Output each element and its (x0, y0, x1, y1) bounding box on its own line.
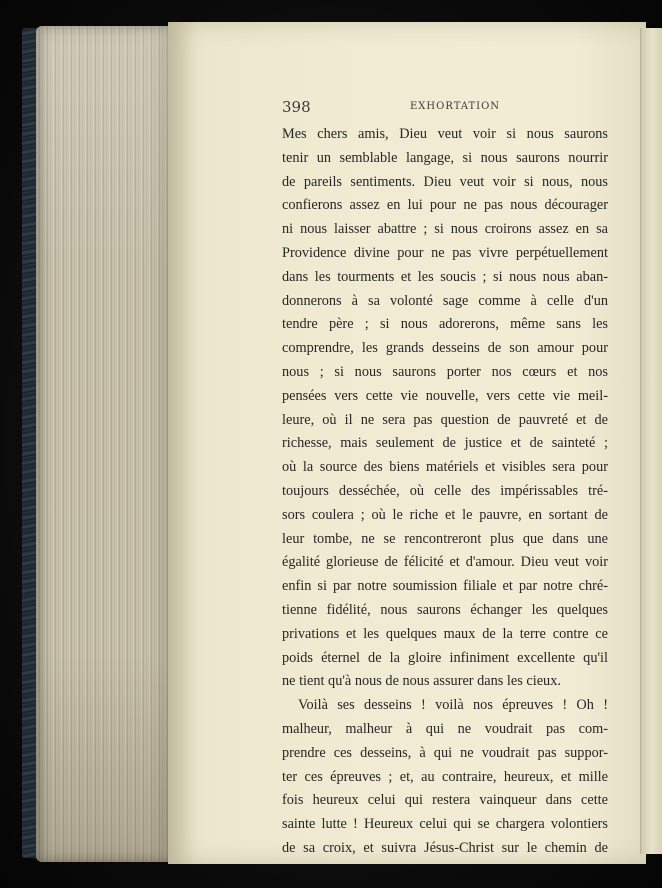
running-head: EXHORTATION (410, 101, 501, 112)
text-line: confierons assez en lui pour ne pas nous décourager (282, 197, 608, 214)
text-line: dans les tourments et les soucis ; si nous nous aban- (282, 268, 608, 285)
text-line: poids éternel de la gloire infiniment excellente qu'il (282, 649, 608, 666)
text-line: ni nous laisser abattre ; si nous croirons assez en sa (282, 221, 608, 238)
text-line: leur tombe, ne se rencontreront plus que dans une (282, 530, 608, 547)
text-line: ne tient qu'à nous de nous assurer dans les cieux. (282, 673, 561, 690)
text-line: sors coulera ; où le riche et le pauvre, en sortant de (282, 506, 608, 523)
facing-page-edge (640, 28, 662, 854)
text-line: leure, où il ne sera pas question de pauvreté et de (282, 411, 608, 428)
text-line: de pareils sentiments. Dieu veut voir si nous, nous (282, 173, 608, 190)
page-header (282, 98, 612, 118)
page-number: 398 (282, 98, 311, 116)
text-line: comprendre, les grands desseins de son amour pour (282, 340, 608, 357)
text-line: enfin si par notre soumission filiale et par notre chré- (282, 578, 608, 595)
text-line: Mes chers amis, Dieu veut voir si nous saurons (282, 126, 608, 142)
text-line: privations et les quelques maux de la terre contre ce (282, 625, 608, 642)
text-line: nous ; si nous saurons porter nos cœurs et nos (282, 363, 608, 380)
text-line: tienne fidélité, nous saurons échanger les quelques (282, 601, 608, 618)
body-text (282, 123, 608, 861)
text-line: ter ces épreuves ; et, au contraire, heureux, et mille (282, 768, 608, 785)
text-line: Providence divine pour ne pas vivre perpétuellement (282, 244, 608, 261)
text-line: sainte lutte ! Heureux celui qui se chargera volontiers (282, 816, 608, 833)
text-line: richesse, mais seulement de justice et de sainteté ; (282, 435, 608, 452)
text-line: Voilà ses desseins ! voilà nos épreuves ! Oh ! (298, 697, 608, 714)
text-line: où la source des biens matériels et visibles sera pour (282, 459, 608, 476)
text-line: tenir un semblable langage, si nous saurons nourrir (282, 149, 608, 166)
text-line: de sa croix, et suivra Jésus-Christ sur le chemin de (282, 839, 608, 856)
text-line: égalité glorieuse de félicité et d'amour. Dieu veut voir (282, 554, 608, 571)
text-line: prendre ces desseins, à qui ne voudrait pas suppor- (282, 744, 608, 761)
text-line: tendre père ; si nous adorerons, même sans les (282, 316, 608, 333)
page-edges-stack (36, 26, 174, 862)
text-line: malheur, malheur à qui ne voudrait pas com- (282, 720, 608, 737)
text-line: toujours desséchée, où celle des impérissables tré- (282, 482, 608, 499)
text-line: pensées vers cette vie nouvelle, vers cette vie meil- (282, 387, 608, 404)
text-line: fois heureux celui qui restera vainqueur dans cette (282, 792, 608, 809)
text-line: donnerons à sa volonté sage comme à celle d'un (282, 292, 608, 309)
